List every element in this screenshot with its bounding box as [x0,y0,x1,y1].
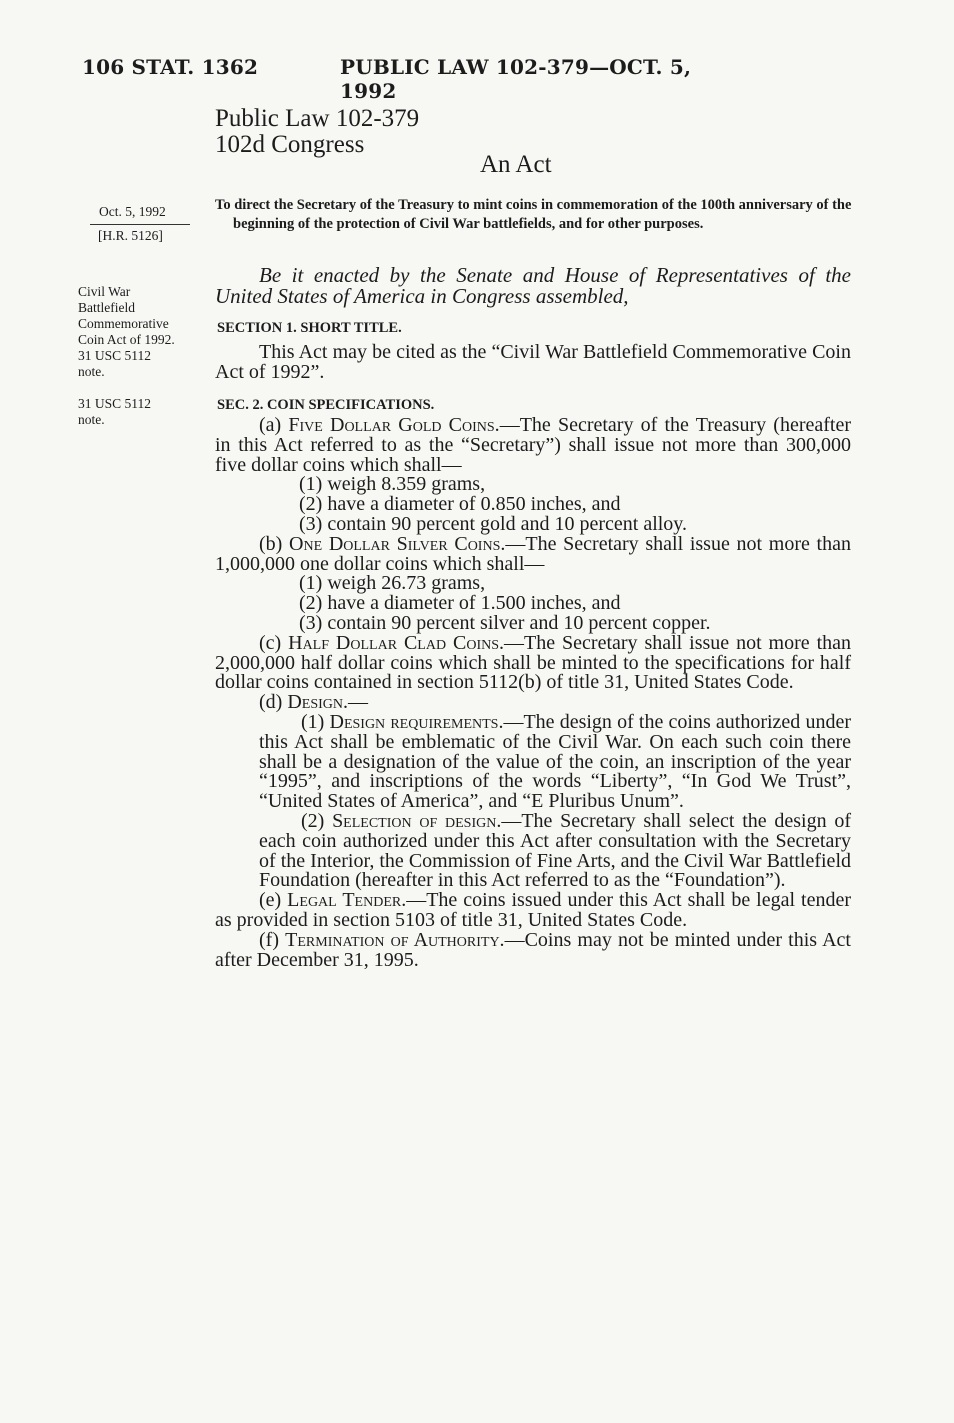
subsection-e [215,891,851,931]
subsection-text: —The Secretary shall issue not more than 2,000,000 half dollar coins which shall be minted to the specifications for half dollar coins contained in section 5112(b) of title 31, United States Code. [215,631,851,694]
margin-note-line: Coin Act of 1992. [78,332,175,347]
subsection-b-list [215,574,851,633]
paragraph-title: Selection of design. [332,809,502,832]
margin-note-line: Commemorative [78,316,169,331]
section-2-body [215,416,851,970]
section-1-heading: SECTION 1. SHORT TITLE. [217,320,402,336]
subsection-label: (b) [259,532,290,555]
margin-date: Oct. 5, 1992 [99,204,166,219]
margin-divider [90,224,190,225]
margin-note-line: note. [78,364,105,379]
subsection-text: —The Secretary of the Treasury (hereafter in this Act referred to as the “Secretary”) shall issue not more than 300,000 five dollar coins which shall— [215,414,851,476]
subsection-label: (f) [259,928,286,951]
list-item: (3) contain 90 percent gold and 10 percent alloy. [299,512,688,535]
subsection-title: Half Dollar Clad Coins. [288,631,505,654]
subsection-text: —The coins issued under this Act shall be legal tender as provided in section 5103 of title 31, United States Code. [215,889,851,931]
subsection-label: (d) [259,691,288,714]
subsection-title: Termination of Authority. [285,928,505,951]
subsection-b [215,532,851,575]
subsection-text: —Coins may not be minted under this Act after December 31, 1995. [215,928,851,971]
law-date-header: PUBLIC LAW 102-379—OCT. 5, 1992 [340,55,692,103]
section-1-text: This Act may be cited as the “Civil War Battlefield Commemorative Coin Act of 1992”. [215,341,851,383]
paragraph-d2 [215,809,851,892]
list-item: (1) weigh 8.359 grams, [299,473,486,496]
list-item: (2) have a diameter of 0.850 inches, and [299,493,621,516]
paragraph-title: Design requirements. [329,710,504,733]
subsection-a-list [215,475,851,534]
list-item: (3) contain 90 percent silver and 10 percent copper. [299,611,711,634]
paragraph-text: —The design of the coins authorized under this Act shall be emblematic of the Civil War. On each such coin there shall be a designation of the value of the coin, an inscription of the year “1995”, and inscriptions of the words “Liberty”, “In God We Trust”, “United States of America”, and “E Pluribus Unum”. [259,710,852,813]
stat-page-number: 106 STAT. 1362 [82,55,259,79]
paragraph-text: —The Secretary shall select the design of each coin authorized under this Act after consultation with the Secretary of the Interior, the Commission of Fine Arts, and the Civil War Battlefield Foundation (hereafter in this Act referred to as the “Foundation”). [259,809,851,892]
subsection-text: — [348,691,368,714]
subsection-title: Five Dollar Gold Coins. [288,414,500,436]
subsection-label: (e) [259,889,288,912]
subsection-label: (c) [259,631,289,654]
margin-note-line: 31 USC 5112 [78,396,152,411]
enacting-clause: Be it enacted by the Senate and House of Representatives of the United States of America in Congress assembled, [215,263,851,308]
subsection-a [215,416,851,475]
subsection-c [215,631,851,694]
margin-note-line: Battlefield [78,300,135,315]
subsection-title: Design. [287,691,348,714]
margin-bill-number: [H.R. 5126] [98,228,163,243]
margin-note-short-title [78,284,218,380]
public-law-title: Public Law 102-379 [215,105,420,132]
paragraph-d1 [215,710,852,813]
congress-title: 102d Congress [215,131,365,158]
section-2-heading: SEC. 2. COIN SPECIFICATIONS. [217,397,435,413]
list-item: (1) weigh 26.73 grams, [299,572,486,595]
subsection-title: One Dollar Silver Coins. [289,532,506,555]
margin-note-line: note. [78,412,105,427]
an-act-title: An Act [480,151,552,178]
paragraph-label: (2) [301,809,333,832]
subsection-text: —The Secretary shall issue not more than 1,000,000 one dollar coins which shall— [215,532,851,575]
subsection-label: (a) [259,414,289,436]
margin-note-line: Civil War [78,284,131,299]
list-item: (2) have a diameter of 1.500 inches, and [299,592,621,615]
running-head [82,55,722,103]
subsection-f [215,928,851,971]
subsection-title: Legal Tender. [287,889,407,912]
act-purpose: To direct the Secretary of the Treasury to mint coins in commemoration of the 100th anniversary of the beginning of the protection of Civil War battlefields, and for other purposes. [215,197,852,232]
paragraph-label: (1) [301,710,330,733]
margin-note-specifications [78,396,218,428]
margin-note-line: 31 USC 5112 [78,348,152,363]
